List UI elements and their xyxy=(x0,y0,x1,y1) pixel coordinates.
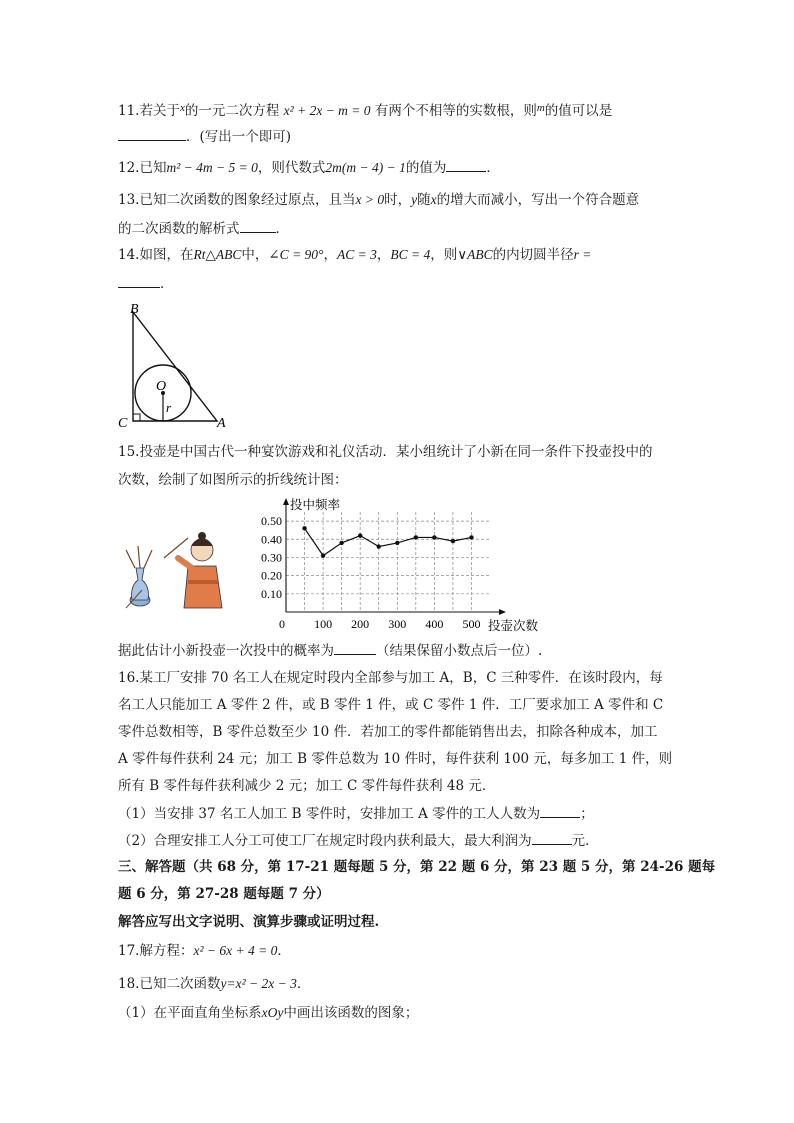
q18-line: 18.已知二次函数y=x² − 2x − 3． xyxy=(118,976,311,992)
x-tick-label: 400 xyxy=(425,617,444,631)
x-tick-label: 200 xyxy=(351,617,370,631)
y-tick-label: 0.40 xyxy=(261,532,282,547)
q16-part1-blank[interactable] xyxy=(540,803,580,818)
q14-line2: ． xyxy=(118,273,174,294)
label-b: B xyxy=(130,302,139,317)
q13-answer-blank[interactable] xyxy=(240,218,276,233)
y-tick-label: 0.20 xyxy=(261,568,282,583)
data-point xyxy=(339,541,343,545)
data-point xyxy=(432,535,436,539)
label-r: r xyxy=(166,400,172,415)
q14-answer-blank[interactable] xyxy=(118,273,160,288)
hit-frequency-line-chart xyxy=(248,498,548,634)
data-point xyxy=(451,539,455,543)
q13-line1: 13.已知二次函数的图象经过原点，且当x > 0时，y随x的增大而减小，写出一个符合题意 xyxy=(118,192,640,208)
x-axis-arrow xyxy=(499,609,506,615)
y-axis-label: 投中频率 xyxy=(290,498,341,512)
data-point xyxy=(321,553,325,557)
q14-line1: 14.如图，在Rt△ABC中，∠C = 90°，AC = 3，BC = 4，则∨ABC的内切圆半径r = xyxy=(118,247,592,263)
x-tick-label: 300 xyxy=(388,617,407,631)
x-tick-label: 500 xyxy=(462,617,481,631)
q11-line2: ．(写出一个即可) xyxy=(118,126,291,147)
data-point xyxy=(414,535,418,539)
section3-heading-line2: 题 6 分，第 27-28 题每题 7 分） xyxy=(118,886,330,902)
q16-line2: 名工人只能加工 A 零件 2 件，或 B 零件 1 件，或 C 零件 1 件．工厂要求加工 A 零件和 C xyxy=(118,697,664,713)
q15-answer-blank[interactable] xyxy=(334,640,376,655)
data-point xyxy=(395,541,399,545)
q18-part1: （1）在平面直角坐标系xOy中画出该函数的图象； xyxy=(118,1005,419,1021)
y-tick-label: 0.30 xyxy=(261,550,282,565)
q12-answer-blank[interactable] xyxy=(446,157,486,172)
x-axis-label: 投壶次数 xyxy=(488,619,539,633)
data-point xyxy=(302,526,306,530)
label-c: C xyxy=(118,416,128,431)
y-tick-label: 0.10 xyxy=(261,586,282,601)
q12-line: 12.已知m² − 4m − 5 = 0，则代数式2m(m − 4) − 1的值为 ． xyxy=(118,157,500,178)
triangle-abc xyxy=(133,312,217,421)
y-tick-label: 0.50 xyxy=(261,514,282,529)
q15-line2: 次数，绘制了如图所示的折线统计图： xyxy=(118,472,348,488)
q16-part2: （2）合理安排工人分工可使工厂在规定时段内获利最大，最大利润为 元． xyxy=(118,830,599,851)
q11-answer-blank[interactable] xyxy=(118,126,186,141)
q16-line3: 零件总数相等，B 零件总数至少 10 件．若加工的零件都能销售出去，扣除各种成本，加工 xyxy=(118,724,658,740)
label-a: A xyxy=(217,416,226,431)
q16-part2-blank[interactable] xyxy=(532,830,572,845)
right-angle-mark xyxy=(133,414,140,421)
section3-instruction: 解答应写出文字说明、演算步骤或证明过程. xyxy=(118,914,380,930)
q11-line1: 11.若关于$^x$的一元二次方程 x² + 2x − m = 0 有两个不相等的实数根，则$^m$的值可以是 xyxy=(118,102,613,119)
section3-heading-line1: 三、解答题（共 68 分，第 17-21 题每题 5 分，第 22 题 6 分，第 23 题 5 分，第 24-26 题每 xyxy=(118,859,716,875)
q16-part1: （1）当安排 37 名工人加工 B 零件时，安排加工 A 零件的工人人数为 ； xyxy=(118,803,594,824)
q17-line: 17.解方程：x² − 6x + 4 = 0． xyxy=(118,943,291,959)
touhu-illustration xyxy=(122,528,232,612)
x-tick-label: 100 xyxy=(314,617,333,631)
data-point xyxy=(358,533,362,537)
y-axis-arrow xyxy=(283,498,289,505)
data-point xyxy=(377,544,381,548)
q16-line5: 所有 B 零件每件获利减少 2 元；加工 C 零件每件获利 48 元． xyxy=(118,778,496,794)
label-o: O xyxy=(156,379,167,394)
incircle-triangle-figure xyxy=(116,298,236,432)
frequency-series-line xyxy=(305,528,472,555)
data-point xyxy=(469,535,473,539)
q15-line3: 据此估计小新投壶一次投中的概率为 （结果保留小数点后一位）. xyxy=(118,640,542,661)
q16-line1: 16.某工厂安排 70 名工人在规定时段内全部参与加工 A，B，C 三种零件．在该时段内，每 xyxy=(118,670,663,686)
q15-line1: 15.投壶是中国古代一种宴饮游戏和礼仪活动．某小组统计了小新在同一条件下投壶投中的 xyxy=(118,444,653,460)
q13-line2: 的二次函数的解析式 ． xyxy=(118,218,289,239)
q16-line4: A 零件每件获利 24 元；加工 B 零件总数为 10 件时，每件获利 100 元，每多加工 1 件，则 xyxy=(118,751,673,767)
x-tick-label: 0 xyxy=(279,617,285,631)
